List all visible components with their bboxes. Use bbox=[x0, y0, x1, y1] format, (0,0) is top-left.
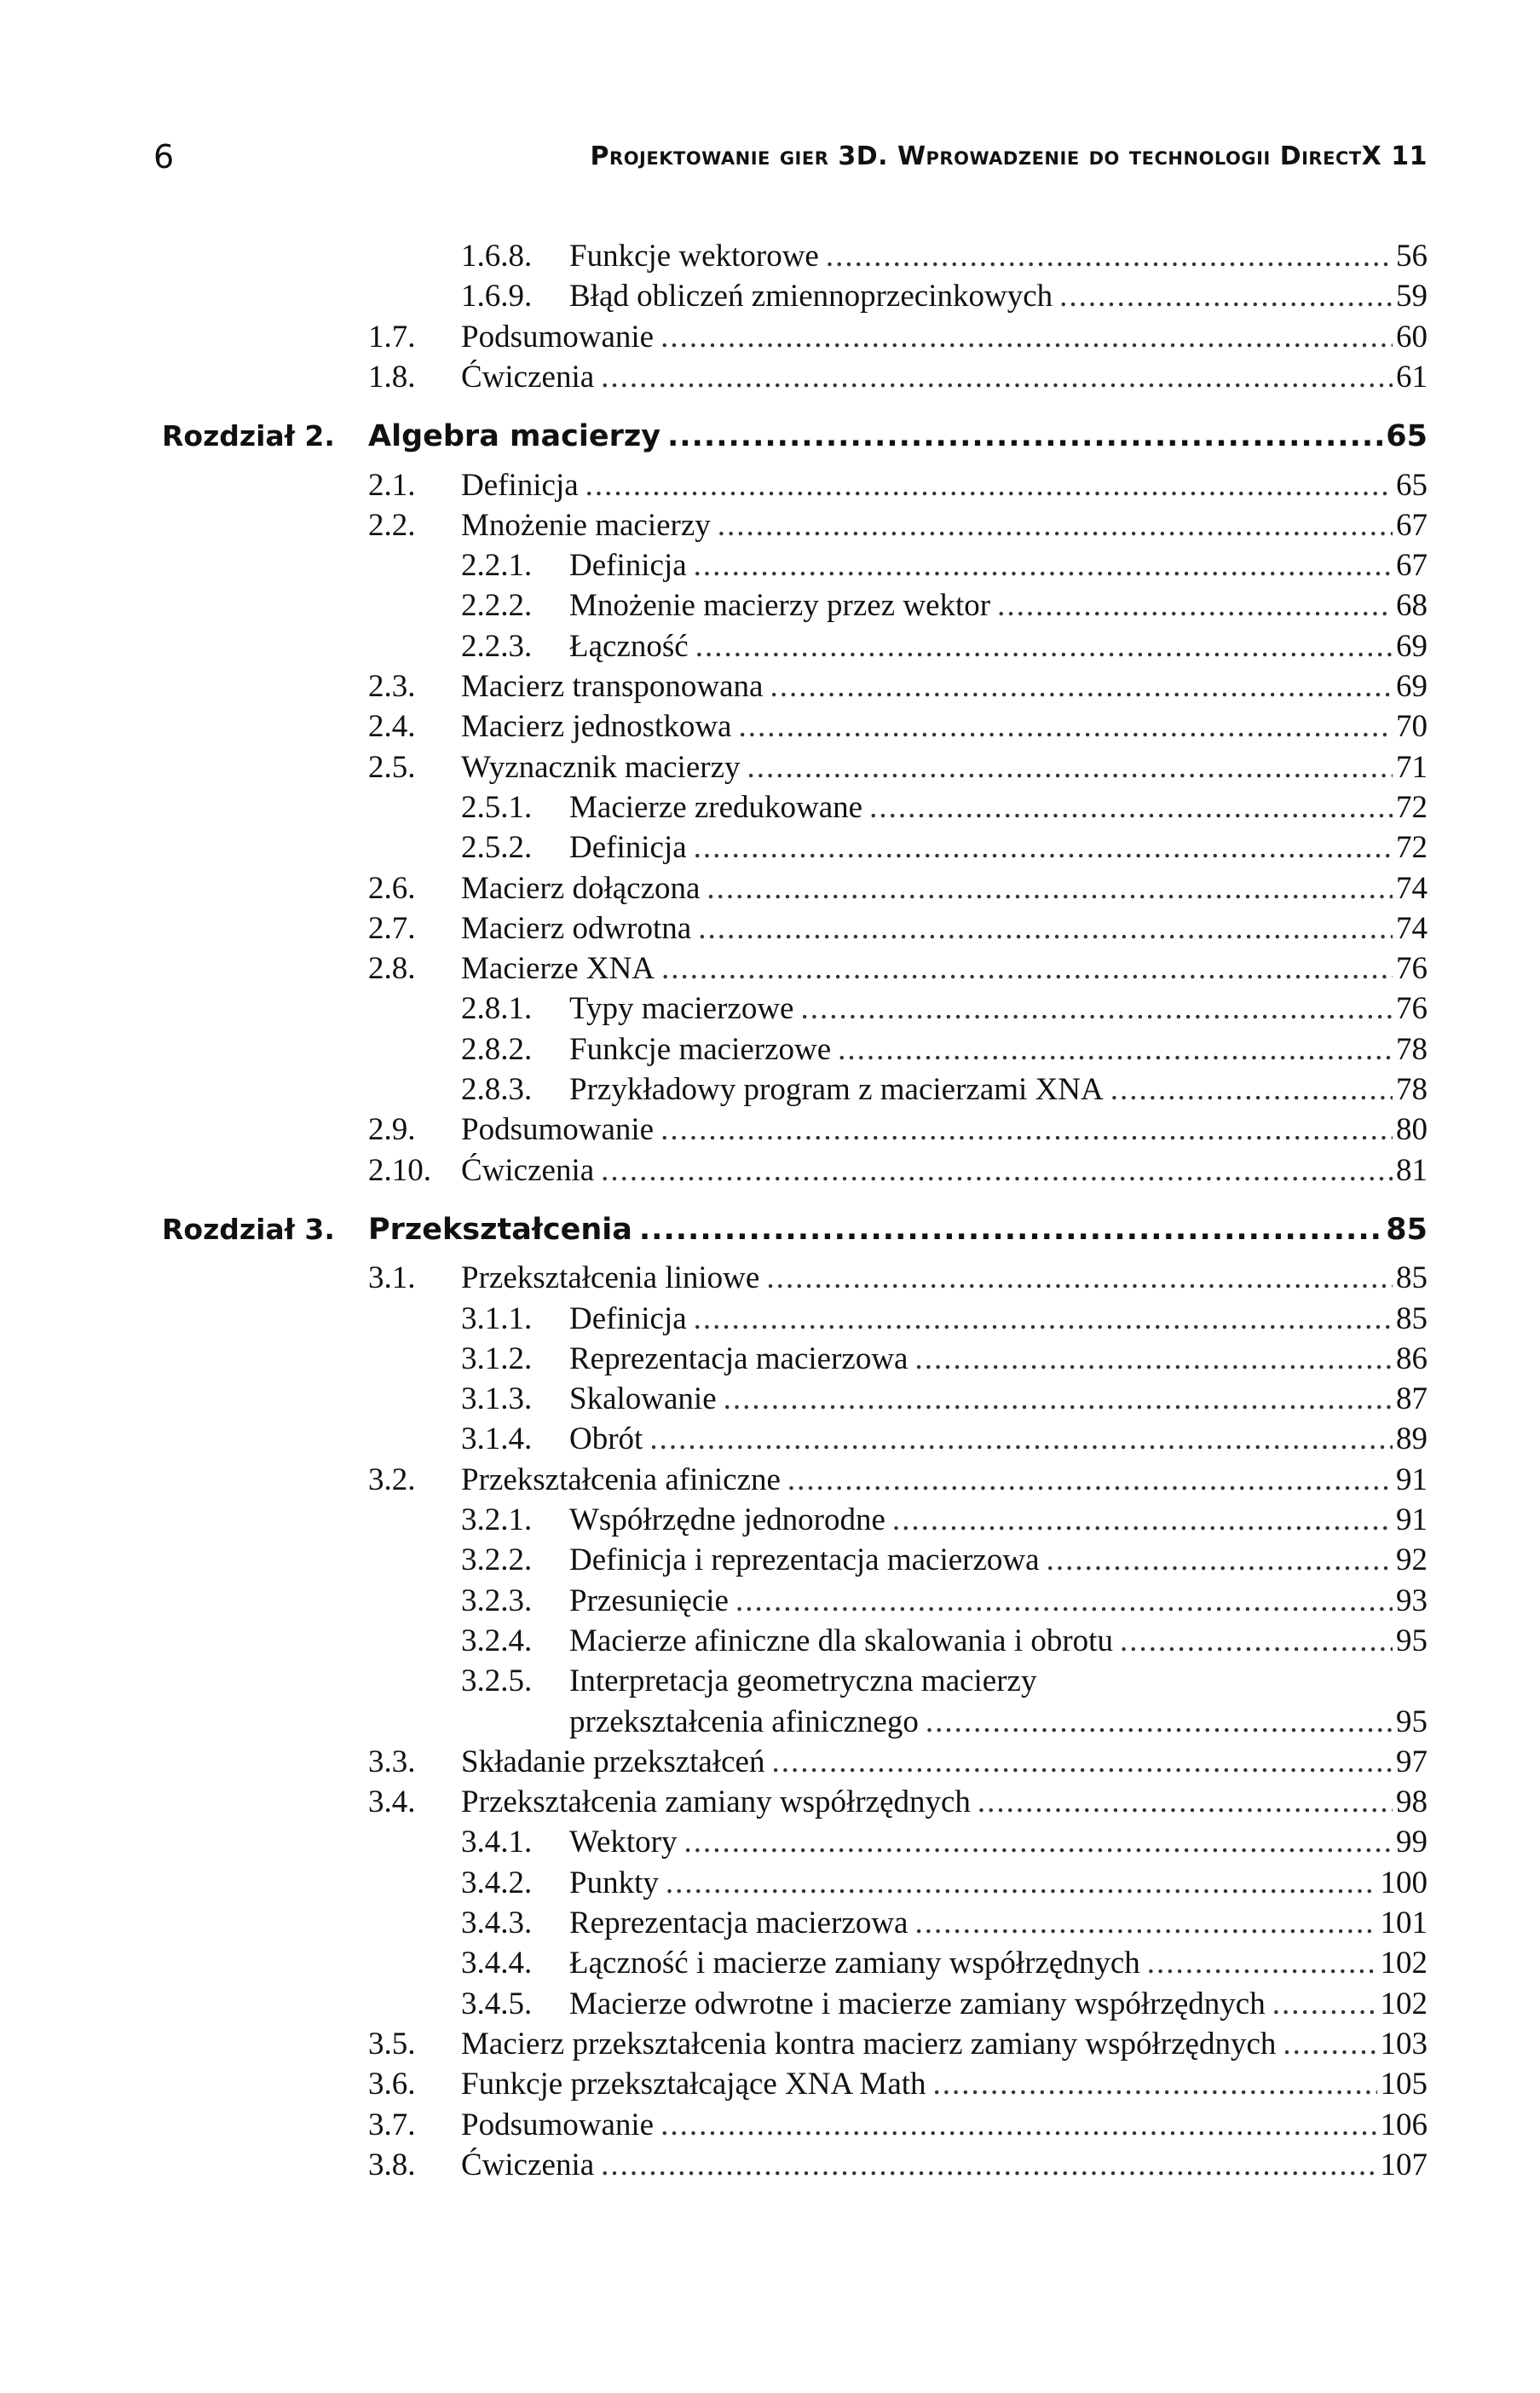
toc-page-number: 92 bbox=[1396, 1542, 1428, 1578]
toc-entry-title: Mnożenie macierzy przez wektor bbox=[569, 588, 991, 624]
toc-entry[interactable] bbox=[0, 1944, 1540, 1983]
toc-page-number: 78 bbox=[1396, 1072, 1428, 1107]
toc-entry-number: 2.5.2. bbox=[461, 830, 533, 866]
toc-page-number: 86 bbox=[1396, 1341, 1428, 1376]
toc-entry-number: 3.1.2. bbox=[461, 1341, 533, 1376]
toc-entry-title: Wektory bbox=[569, 1825, 678, 1860]
dot-leader bbox=[926, 1703, 1393, 1742]
toc-entry-title: Macierze XNA bbox=[461, 951, 655, 987]
toc-leader-line bbox=[368, 1210, 1428, 1249]
toc-entry-number: 1.8. bbox=[368, 359, 416, 395]
toc-entry[interactable] bbox=[0, 1110, 1540, 1150]
toc-page-number: 65 bbox=[1396, 467, 1428, 503]
dot-leader bbox=[639, 1210, 1382, 1249]
toc-entry[interactable] bbox=[0, 1622, 1540, 1661]
toc-leader-line bbox=[569, 1985, 1428, 2024]
toc-entry-number: 1.7. bbox=[368, 319, 416, 355]
toc-entry[interactable] bbox=[0, 546, 1540, 585]
dot-leader bbox=[1110, 1070, 1393, 1110]
toc-leader-line bbox=[461, 2146, 1428, 2185]
toc-entry-number: 3.7. bbox=[368, 2107, 416, 2142]
dot-leader bbox=[1047, 1541, 1393, 1580]
toc-entry[interactable] bbox=[0, 869, 1540, 908]
toc-page-number: 85 bbox=[1396, 1300, 1428, 1336]
toc-entry[interactable] bbox=[0, 989, 1540, 1029]
toc-leader-line bbox=[569, 1300, 1428, 1339]
toc-entry-title: Przekształcenia zamiany współrzędnych bbox=[461, 1785, 971, 1820]
toc-entry-number: 3.8. bbox=[368, 2147, 416, 2183]
toc-leader-line bbox=[569, 1904, 1428, 1943]
toc-page-number: 93 bbox=[1396, 1583, 1428, 1618]
dot-leader bbox=[771, 1743, 1393, 1782]
toc-entry-number: 2.8. bbox=[368, 951, 416, 987]
dot-leader bbox=[1120, 1622, 1393, 1661]
dot-leader bbox=[770, 667, 1393, 706]
toc-entry[interactable] bbox=[0, 828, 1540, 868]
toc-leader-line bbox=[461, 949, 1428, 989]
toc-entry-title: Punkty bbox=[569, 1865, 659, 1900]
toc-leader-line bbox=[569, 546, 1428, 585]
dot-leader bbox=[978, 1783, 1393, 1822]
toc-entry-number: 2.2.1. bbox=[461, 548, 533, 584]
toc-entry-title: Obrót bbox=[569, 1421, 643, 1457]
toc-entry-number: 3.2.4. bbox=[461, 1623, 533, 1658]
toc-leader-line bbox=[461, 1110, 1428, 1150]
toc-entry-title: Typy macierzowe bbox=[569, 991, 794, 1027]
dot-leader bbox=[661, 949, 1393, 989]
toc-entry-title: Macierz dołączona bbox=[461, 870, 701, 906]
toc-entry-title: Podsumowanie bbox=[461, 2107, 655, 2142]
toc-entry-number: 2.6. bbox=[368, 870, 416, 906]
toc-entry-number: 3.2.1. bbox=[461, 1502, 533, 1537]
toc-leader-line bbox=[569, 788, 1428, 827]
dot-leader bbox=[914, 1340, 1393, 1379]
toc-entry-number: 2.7. bbox=[368, 910, 416, 946]
toc-entry-number: 3.2.3. bbox=[461, 1583, 533, 1618]
toc-entry[interactable] bbox=[0, 1582, 1540, 1621]
toc-page-number: 102 bbox=[1380, 1986, 1428, 2021]
toc-entry[interactable] bbox=[0, 707, 1540, 747]
toc-leader-line bbox=[569, 1864, 1428, 1903]
toc-entry-title: Podsumowanie bbox=[461, 319, 655, 355]
toc-entry-number: 3.1.1. bbox=[461, 1300, 533, 1336]
toc-leader-line bbox=[569, 277, 1428, 316]
toc-entry[interactable] bbox=[0, 1300, 1540, 1339]
toc-entry[interactable] bbox=[0, 277, 1540, 316]
toc-page-number: 87 bbox=[1396, 1381, 1428, 1417]
toc-entry[interactable] bbox=[0, 748, 1540, 787]
toc-entry-title: Definicja i reprezentacja macierzowa bbox=[569, 1542, 1040, 1578]
toc-page-number: 80 bbox=[1396, 1112, 1428, 1148]
toc-entry-title: Macierze afiniczne dla skalowania i obrotu bbox=[569, 1623, 1113, 1658]
toc-entry-number: 3.1.4. bbox=[461, 1421, 533, 1457]
toc-entry-number: 3.4.1. bbox=[461, 1825, 533, 1860]
toc-leader-line bbox=[461, 2025, 1428, 2064]
dot-leader bbox=[1272, 1985, 1377, 2024]
toc-entry-number: 2.5.1. bbox=[461, 789, 533, 825]
toc-leader-line bbox=[461, 748, 1428, 787]
toc-page-number: 100 bbox=[1380, 1865, 1428, 1900]
toc-page-number: 91 bbox=[1396, 1502, 1428, 1537]
toc-entry-number: 3.1. bbox=[368, 1260, 416, 1296]
toc-leader-line bbox=[461, 1783, 1428, 1822]
chapter-label: Rozdział 3. bbox=[162, 1212, 335, 1246]
toc-entry[interactable] bbox=[0, 1703, 1540, 1742]
toc-entry-title: Przesunięcie bbox=[569, 1583, 729, 1618]
toc-leader-line bbox=[461, 1259, 1428, 1298]
toc-entry-title: Macierz przekształcenia kontra macierz zamiany współrzędnych bbox=[461, 2026, 1277, 2061]
toc-leader-line bbox=[461, 707, 1428, 747]
toc-entry-title: Funkcje przekształcające XNA Math bbox=[461, 2067, 926, 2102]
toc-page-number: 106 bbox=[1380, 2107, 1428, 2142]
toc-entry[interactable] bbox=[0, 1864, 1540, 1903]
toc-entry[interactable] bbox=[0, 949, 1540, 989]
toc-entry[interactable] bbox=[0, 1501, 1540, 1540]
toc-entry[interactable] bbox=[0, 1541, 1540, 1580]
toc-page-number: 89 bbox=[1396, 1421, 1428, 1457]
toc-entry-number: 2.2.3. bbox=[461, 628, 533, 664]
dot-leader bbox=[718, 506, 1393, 545]
chapter-label: Rozdział 2. bbox=[162, 419, 335, 453]
dot-leader bbox=[735, 1582, 1393, 1621]
toc-entry-title: Interpretacja geometryczna macierzy bbox=[569, 1664, 1037, 1699]
toc-entry[interactable] bbox=[0, 1380, 1540, 1419]
toc-entry-number: 3.4.2. bbox=[461, 1865, 533, 1900]
toc-page-number: 70 bbox=[1396, 709, 1428, 745]
toc-leader-line bbox=[569, 627, 1428, 666]
toc-page-number: 68 bbox=[1396, 588, 1428, 624]
toc-leader-line bbox=[569, 1030, 1428, 1070]
dot-leader bbox=[649, 1420, 1393, 1459]
toc-entry-title: Wyznacznik macierzy bbox=[461, 749, 741, 785]
toc-page-number: 76 bbox=[1396, 951, 1428, 987]
dot-leader bbox=[601, 2146, 1376, 2185]
page-number: 6 bbox=[153, 138, 175, 176]
toc-leader-line bbox=[461, 909, 1428, 949]
dot-leader bbox=[738, 707, 1393, 747]
toc-leader-line bbox=[461, 869, 1428, 908]
toc-entry[interactable] bbox=[0, 1783, 1540, 1822]
toc-entry-title: Ćwiczenia bbox=[461, 1152, 595, 1188]
toc-entry-number: 2.3. bbox=[368, 669, 416, 704]
dot-leader bbox=[667, 417, 1382, 456]
dot-leader bbox=[695, 627, 1393, 666]
toc-entry[interactable] bbox=[0, 2025, 1540, 2064]
toc-entry-number: 2.2. bbox=[368, 507, 416, 543]
toc-entry-title: Definicja bbox=[569, 830, 687, 866]
toc-entry-title: Funkcje wektorowe bbox=[569, 239, 819, 274]
toc-leader-line bbox=[569, 1541, 1428, 1580]
toc-page-number: 61 bbox=[1396, 359, 1428, 395]
dot-leader bbox=[601, 358, 1393, 397]
toc-page-number: 69 bbox=[1396, 628, 1428, 664]
toc-entry-line bbox=[0, 1662, 1540, 1701]
toc-entry-title: Reprezentacja macierzowa bbox=[569, 1341, 908, 1376]
toc-leader-line bbox=[461, 1151, 1428, 1191]
toc-page-number: 101 bbox=[1380, 1906, 1428, 1940]
toc-leader-line bbox=[569, 1380, 1428, 1419]
running-header bbox=[153, 136, 1428, 187]
toc-leader-line bbox=[569, 1703, 1428, 1742]
dot-leader bbox=[997, 586, 1393, 626]
toc-entry-title: Błąd obliczeń zmiennoprzecinkowych bbox=[569, 279, 1053, 314]
toc-entry-title: Macierz transponowana bbox=[461, 669, 764, 704]
toc-entry-number: 3.6. bbox=[368, 2067, 416, 2102]
dot-leader bbox=[666, 1864, 1377, 1903]
toc-leader-line bbox=[368, 417, 1428, 456]
toc-entry-title: Algebra macierzy bbox=[368, 419, 661, 454]
toc-entry-number: 2.8.1. bbox=[461, 991, 533, 1027]
toc-page-number: 91 bbox=[1396, 1462, 1428, 1497]
toc-page-number: 74 bbox=[1396, 870, 1428, 906]
toc-entry-number: 2.5. bbox=[368, 749, 416, 785]
toc-entry[interactable] bbox=[0, 1030, 1540, 1070]
dot-leader bbox=[707, 869, 1393, 908]
toc-page-number: 105 bbox=[1380, 2067, 1428, 2102]
toc-entry-number: 3.2.2. bbox=[461, 1542, 533, 1578]
toc-page-number: 95 bbox=[1396, 1623, 1428, 1658]
dot-leader bbox=[800, 989, 1393, 1029]
dot-leader bbox=[838, 1030, 1393, 1070]
dot-leader bbox=[869, 788, 1393, 827]
dot-leader bbox=[694, 828, 1393, 868]
toc-entry-title: Reprezentacja macierzowa bbox=[569, 1906, 908, 1940]
dot-leader bbox=[747, 748, 1393, 787]
toc-page-number: 60 bbox=[1396, 319, 1428, 355]
toc-entry-title: Podsumowanie bbox=[461, 1112, 655, 1148]
toc-entry-number: 3.5. bbox=[368, 2026, 416, 2061]
toc-entry[interactable] bbox=[0, 586, 1540, 626]
toc-entry-title: Przekształcenia afiniczne bbox=[461, 1462, 781, 1497]
toc-page-number: 85 bbox=[1386, 1212, 1428, 1247]
toc-entry[interactable] bbox=[0, 1743, 1540, 1782]
toc-entry-title: przekształcenia afinicznego bbox=[569, 1704, 919, 1739]
toc-leader-line bbox=[569, 1582, 1428, 1621]
toc-leader-line bbox=[569, 1501, 1428, 1540]
toc-entry-title: Definicja bbox=[569, 1300, 687, 1336]
toc-entry[interactable] bbox=[0, 1420, 1540, 1459]
toc-entry-number: 3.3. bbox=[368, 1744, 416, 1779]
toc-entry[interactable] bbox=[0, 788, 1540, 827]
toc-entry-title: Macierze odwrotne i macierze zamiany współrzędnych bbox=[569, 1986, 1266, 2021]
toc-page-number: 67 bbox=[1396, 507, 1428, 543]
dot-leader bbox=[683, 1823, 1393, 1862]
toc-page-number: 103 bbox=[1380, 2026, 1428, 2061]
toc-page-number: 102 bbox=[1380, 1946, 1428, 1981]
running-header-title: Projektowanie gier 3D. Wprowadzenie do technologii DirectX 11 bbox=[590, 141, 1428, 171]
toc-leader-line bbox=[569, 828, 1428, 868]
toc-leader-line bbox=[461, 1743, 1428, 1782]
toc-entry-title: Współrzędne jednorodne bbox=[569, 1502, 885, 1537]
toc-entry-title: Skalowanie bbox=[569, 1381, 717, 1417]
dot-leader bbox=[766, 1259, 1393, 1298]
toc-entry[interactable] bbox=[0, 237, 1540, 276]
dot-leader bbox=[660, 2106, 1376, 2145]
dot-leader bbox=[601, 1151, 1393, 1191]
toc-entry-title: Przekształcenia liniowe bbox=[461, 1260, 760, 1296]
toc-page-number: 69 bbox=[1396, 669, 1428, 704]
dot-leader bbox=[1147, 1944, 1377, 1983]
toc-leader-line bbox=[461, 2065, 1428, 2104]
toc-leader-line bbox=[569, 1823, 1428, 1862]
toc-entry-number: 2.8.3. bbox=[461, 1072, 533, 1107]
toc-entry-number: 3.4. bbox=[368, 1785, 416, 1820]
toc-page-number: 56 bbox=[1396, 239, 1428, 274]
toc-entry[interactable] bbox=[0, 2146, 1540, 2185]
toc-leader-line bbox=[569, 989, 1428, 1029]
toc-entry[interactable] bbox=[0, 1461, 1540, 1500]
dot-leader bbox=[694, 546, 1393, 585]
toc-entry[interactable] bbox=[0, 627, 1540, 666]
toc-chapter[interactable] bbox=[0, 1210, 1540, 1249]
toc-entry-number: 3.4.5. bbox=[461, 1986, 533, 2021]
toc-leader-line bbox=[569, 586, 1428, 626]
toc-page-number: 65 bbox=[1386, 419, 1428, 454]
toc-chapter[interactable] bbox=[0, 417, 1540, 456]
toc-entry-title: Macierz odwrotna bbox=[461, 910, 692, 946]
toc-entry[interactable] bbox=[0, 1259, 1540, 1298]
toc-entry[interactable] bbox=[0, 2065, 1540, 2104]
toc-entry[interactable] bbox=[0, 1823, 1540, 1862]
toc-entry-title: Mnożenie macierzy bbox=[461, 507, 711, 543]
toc-leader-line bbox=[461, 318, 1428, 357]
toc-page-number: 85 bbox=[1396, 1260, 1428, 1296]
toc-page-number: 107 bbox=[1380, 2147, 1428, 2183]
toc-entry[interactable] bbox=[0, 1070, 1540, 1110]
toc-entry-title: Przekształcenia bbox=[368, 1212, 632, 1247]
toc-entry-title: Macierz jednostkowa bbox=[461, 709, 732, 745]
toc-page-number: 72 bbox=[1396, 789, 1428, 825]
toc-entry[interactable] bbox=[0, 667, 1540, 706]
toc-entry-title: Definicja bbox=[461, 467, 579, 503]
toc-entry[interactable] bbox=[0, 909, 1540, 949]
toc-entry-number: 2.8.2. bbox=[461, 1031, 533, 1067]
dot-leader bbox=[892, 1501, 1393, 1540]
toc-leader-line bbox=[461, 506, 1428, 545]
toc-leader-line bbox=[461, 466, 1428, 505]
toc-entry-number: 3.2. bbox=[368, 1462, 416, 1497]
dot-leader bbox=[787, 1461, 1393, 1500]
toc-page-number: 95 bbox=[1396, 1704, 1428, 1739]
toc-entry-title: Składanie przekształceń bbox=[461, 1744, 765, 1779]
toc-entry-title: Macierze zredukowane bbox=[569, 789, 863, 825]
toc-leader-line bbox=[569, 1944, 1428, 1983]
toc-entry[interactable] bbox=[0, 506, 1540, 545]
toc-entry-number: 3.4.4. bbox=[461, 1946, 533, 1981]
toc-page-number: 67 bbox=[1396, 548, 1428, 584]
dot-leader bbox=[585, 466, 1393, 505]
toc-leader-line bbox=[569, 1340, 1428, 1379]
dot-leader bbox=[933, 2065, 1377, 2104]
toc-entry-title: Przykładowy program z macierzami XNA bbox=[569, 1072, 1104, 1107]
toc-entry-title: Definicja bbox=[569, 548, 687, 584]
toc-entry[interactable] bbox=[0, 358, 1540, 397]
toc-page-number: 72 bbox=[1396, 830, 1428, 866]
toc-entry-number: 3.4.3. bbox=[461, 1906, 533, 1940]
toc-entry-number: 2.1. bbox=[368, 467, 416, 503]
toc-page-number: 59 bbox=[1396, 279, 1428, 314]
dot-leader bbox=[698, 909, 1393, 949]
toc-entry-number: 3.1.3. bbox=[461, 1381, 533, 1417]
toc-entry-title: Funkcje macierzowe bbox=[569, 1031, 832, 1067]
toc-page-number: 78 bbox=[1396, 1031, 1428, 1067]
toc-entry-title: Ćwiczenia bbox=[461, 359, 595, 395]
toc-leader-line bbox=[461, 1461, 1428, 1500]
dot-leader bbox=[660, 1110, 1393, 1150]
toc-entry-title: Ćwiczenia bbox=[461, 2147, 595, 2183]
toc-leader-line bbox=[569, 1070, 1428, 1110]
toc-entry-number: 2.9. bbox=[368, 1112, 416, 1148]
toc-leader-line bbox=[461, 358, 1428, 397]
toc-leader-line bbox=[461, 667, 1428, 706]
toc-entry[interactable] bbox=[0, 466, 1540, 505]
toc-entry-number: 2.4. bbox=[368, 709, 416, 745]
toc-entry[interactable] bbox=[0, 2106, 1540, 2145]
toc-entry-number: 3.2.5. bbox=[461, 1664, 533, 1699]
dot-leader bbox=[660, 318, 1393, 357]
toc-page-number: 74 bbox=[1396, 910, 1428, 946]
toc-page-number: 71 bbox=[1396, 749, 1428, 785]
dot-leader bbox=[694, 1300, 1393, 1339]
dot-leader bbox=[826, 237, 1393, 276]
toc-entry[interactable] bbox=[0, 1904, 1540, 1943]
toc-entry-number: 1.6.9. bbox=[461, 279, 533, 314]
toc-entry-number: 1.6.8. bbox=[461, 239, 533, 274]
toc-page-number: 97 bbox=[1396, 1744, 1428, 1779]
toc-entry[interactable] bbox=[0, 1985, 1540, 2024]
dot-leader bbox=[1283, 2025, 1376, 2064]
toc-entry-number: 2.10. bbox=[368, 1152, 431, 1188]
toc-leader-line bbox=[569, 1420, 1428, 1459]
dot-leader bbox=[914, 1904, 1376, 1943]
toc-entry-number: 2.2.2. bbox=[461, 588, 533, 624]
toc-page-number: 81 bbox=[1396, 1152, 1428, 1188]
toc-leader-line bbox=[569, 1622, 1428, 1661]
dot-leader bbox=[1059, 277, 1393, 316]
toc-entry[interactable] bbox=[0, 1151, 1540, 1191]
toc-entry[interactable] bbox=[0, 318, 1540, 357]
toc-page-number: 99 bbox=[1396, 1825, 1428, 1860]
toc-page-number: 98 bbox=[1396, 1785, 1428, 1820]
toc-page-number: 76 bbox=[1396, 991, 1428, 1027]
toc-entry-title: Łączność i macierze zamiany współrzędnych bbox=[569, 1946, 1140, 1981]
toc-leader-line bbox=[569, 237, 1428, 276]
toc-entry-title: Łączność bbox=[569, 628, 689, 664]
toc-entry[interactable] bbox=[0, 1340, 1540, 1379]
toc-leader-line bbox=[461, 2106, 1428, 2145]
dot-leader bbox=[724, 1380, 1393, 1419]
